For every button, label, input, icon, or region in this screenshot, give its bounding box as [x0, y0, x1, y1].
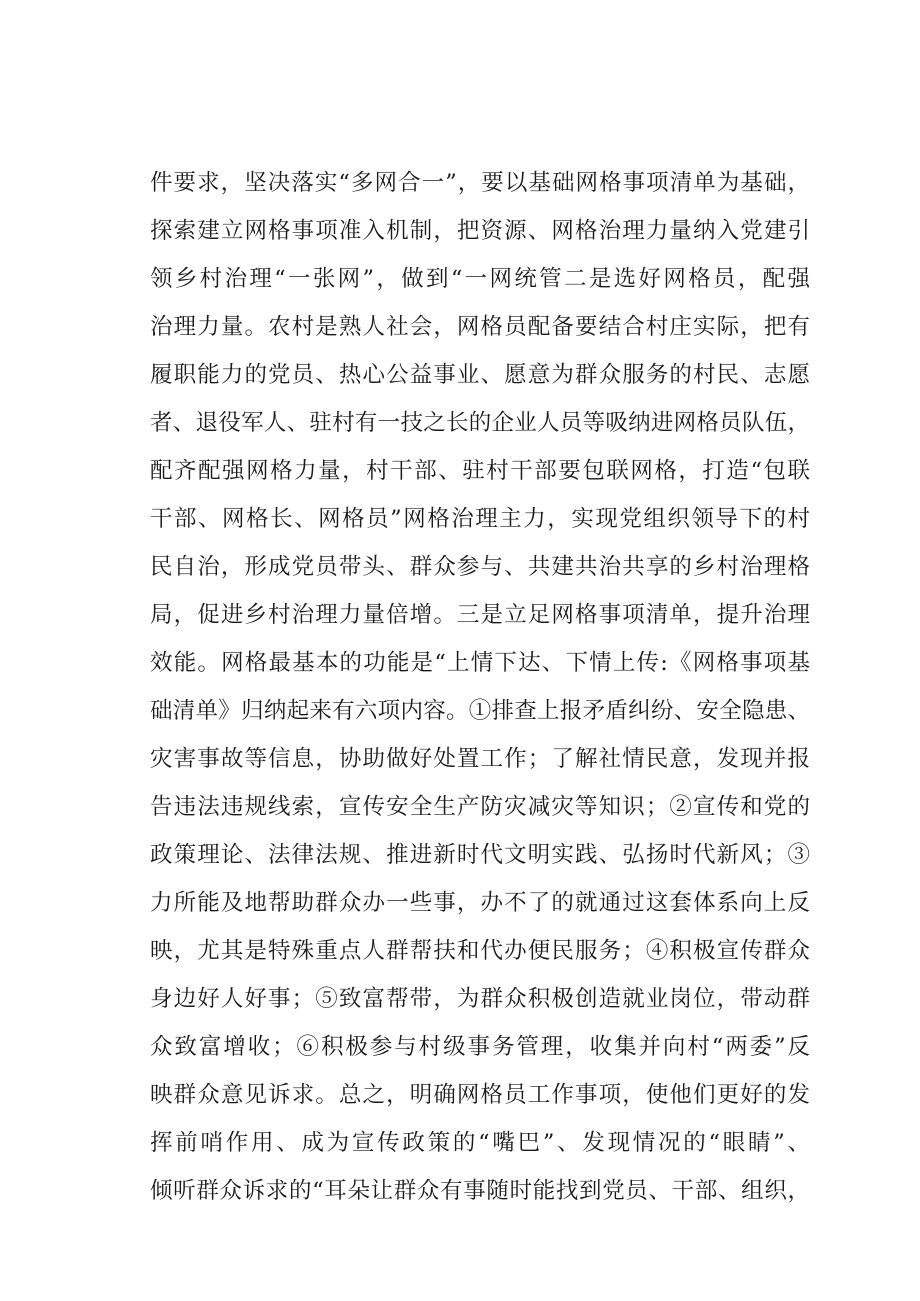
text-line: 干部、网格长、网格员”网格治理主力，实现党组织领导下的村	[150, 506, 810, 532]
text-line: 身边好人好事；⑤致富帮带，为群众积极创造就业岗位，带动群	[150, 986, 810, 1012]
text-line: 效能。网格最基本的功能是“上情下达、下情上传:《网格事项基	[150, 650, 810, 676]
text-line: 灾害事故等信息，协助做好处置工作；了解社情民意，发现并报	[150, 746, 810, 772]
text-line: 局，促进乡村治理力量倍增。三是立足网格事项清单，提升治理	[150, 602, 810, 628]
text-line: 映，尤其是特殊重点人群帮扶和代办便民服务；④积极宣传群众	[150, 938, 810, 964]
text-line: 治理力量。农村是熟人社会，网格员配备要结合村庄实际，把有	[150, 314, 810, 340]
text-line: 力所能及地帮助群众办一些事，办不了的就通过这套体系向上反	[150, 890, 810, 916]
text-line: 倾听群众诉求的“耳朵让群众有事随时能找到党员、干部、组织，	[150, 1178, 810, 1204]
text-line: 者、退役军人、驻村有一技之长的企业人员等吸纳进网格员队伍，	[150, 410, 810, 436]
text-line: 映群众意见诉求。总之，明确网格员工作事项，使他们更好的发	[150, 1082, 810, 1108]
text-line: 告违法违规线索，宣传安全生产防灾减灾等知识；②宣传和党的	[150, 794, 810, 820]
body-text	[150, 159, 810, 1215]
text-line: 件要求，坚决落实“多网合一”，要以基础网格事项清单为基础，	[150, 170, 810, 196]
text-line: 探索建立网格事项准入机制，把资源、网格治理力量纳入党建引	[150, 218, 810, 244]
text-line: 履职能力的党员、热心公益事业、愿意为群众服务的村民、志愿	[150, 362, 810, 388]
text-line: 众致富增收；⑥积极参与村级事务管理，收集并向村“两委”反	[150, 1034, 810, 1060]
text-line: 配齐配强网格力量，村干部、驻村干部要包联网格，打造“包联	[150, 458, 810, 484]
text-line: 民自治，形成党员带头、群众参与、共建共治共享的乡村治理格	[150, 554, 810, 580]
text-line: 政策理论、法律法规、推进新时代文明实践、弘扬时代新风；③	[150, 842, 810, 868]
text-line: 础清单》归纳起来有六项内容。①排查上报矛盾纠纷、安全隐患、	[150, 698, 810, 724]
text-line: 领乡村治理“一张网”，做到“一网统管二是选好网格员，配强	[150, 266, 810, 292]
text-line: 挥前哨作用、成为宣传政策的“嘴巴”、发现情况的“眼睛”、	[150, 1130, 810, 1156]
